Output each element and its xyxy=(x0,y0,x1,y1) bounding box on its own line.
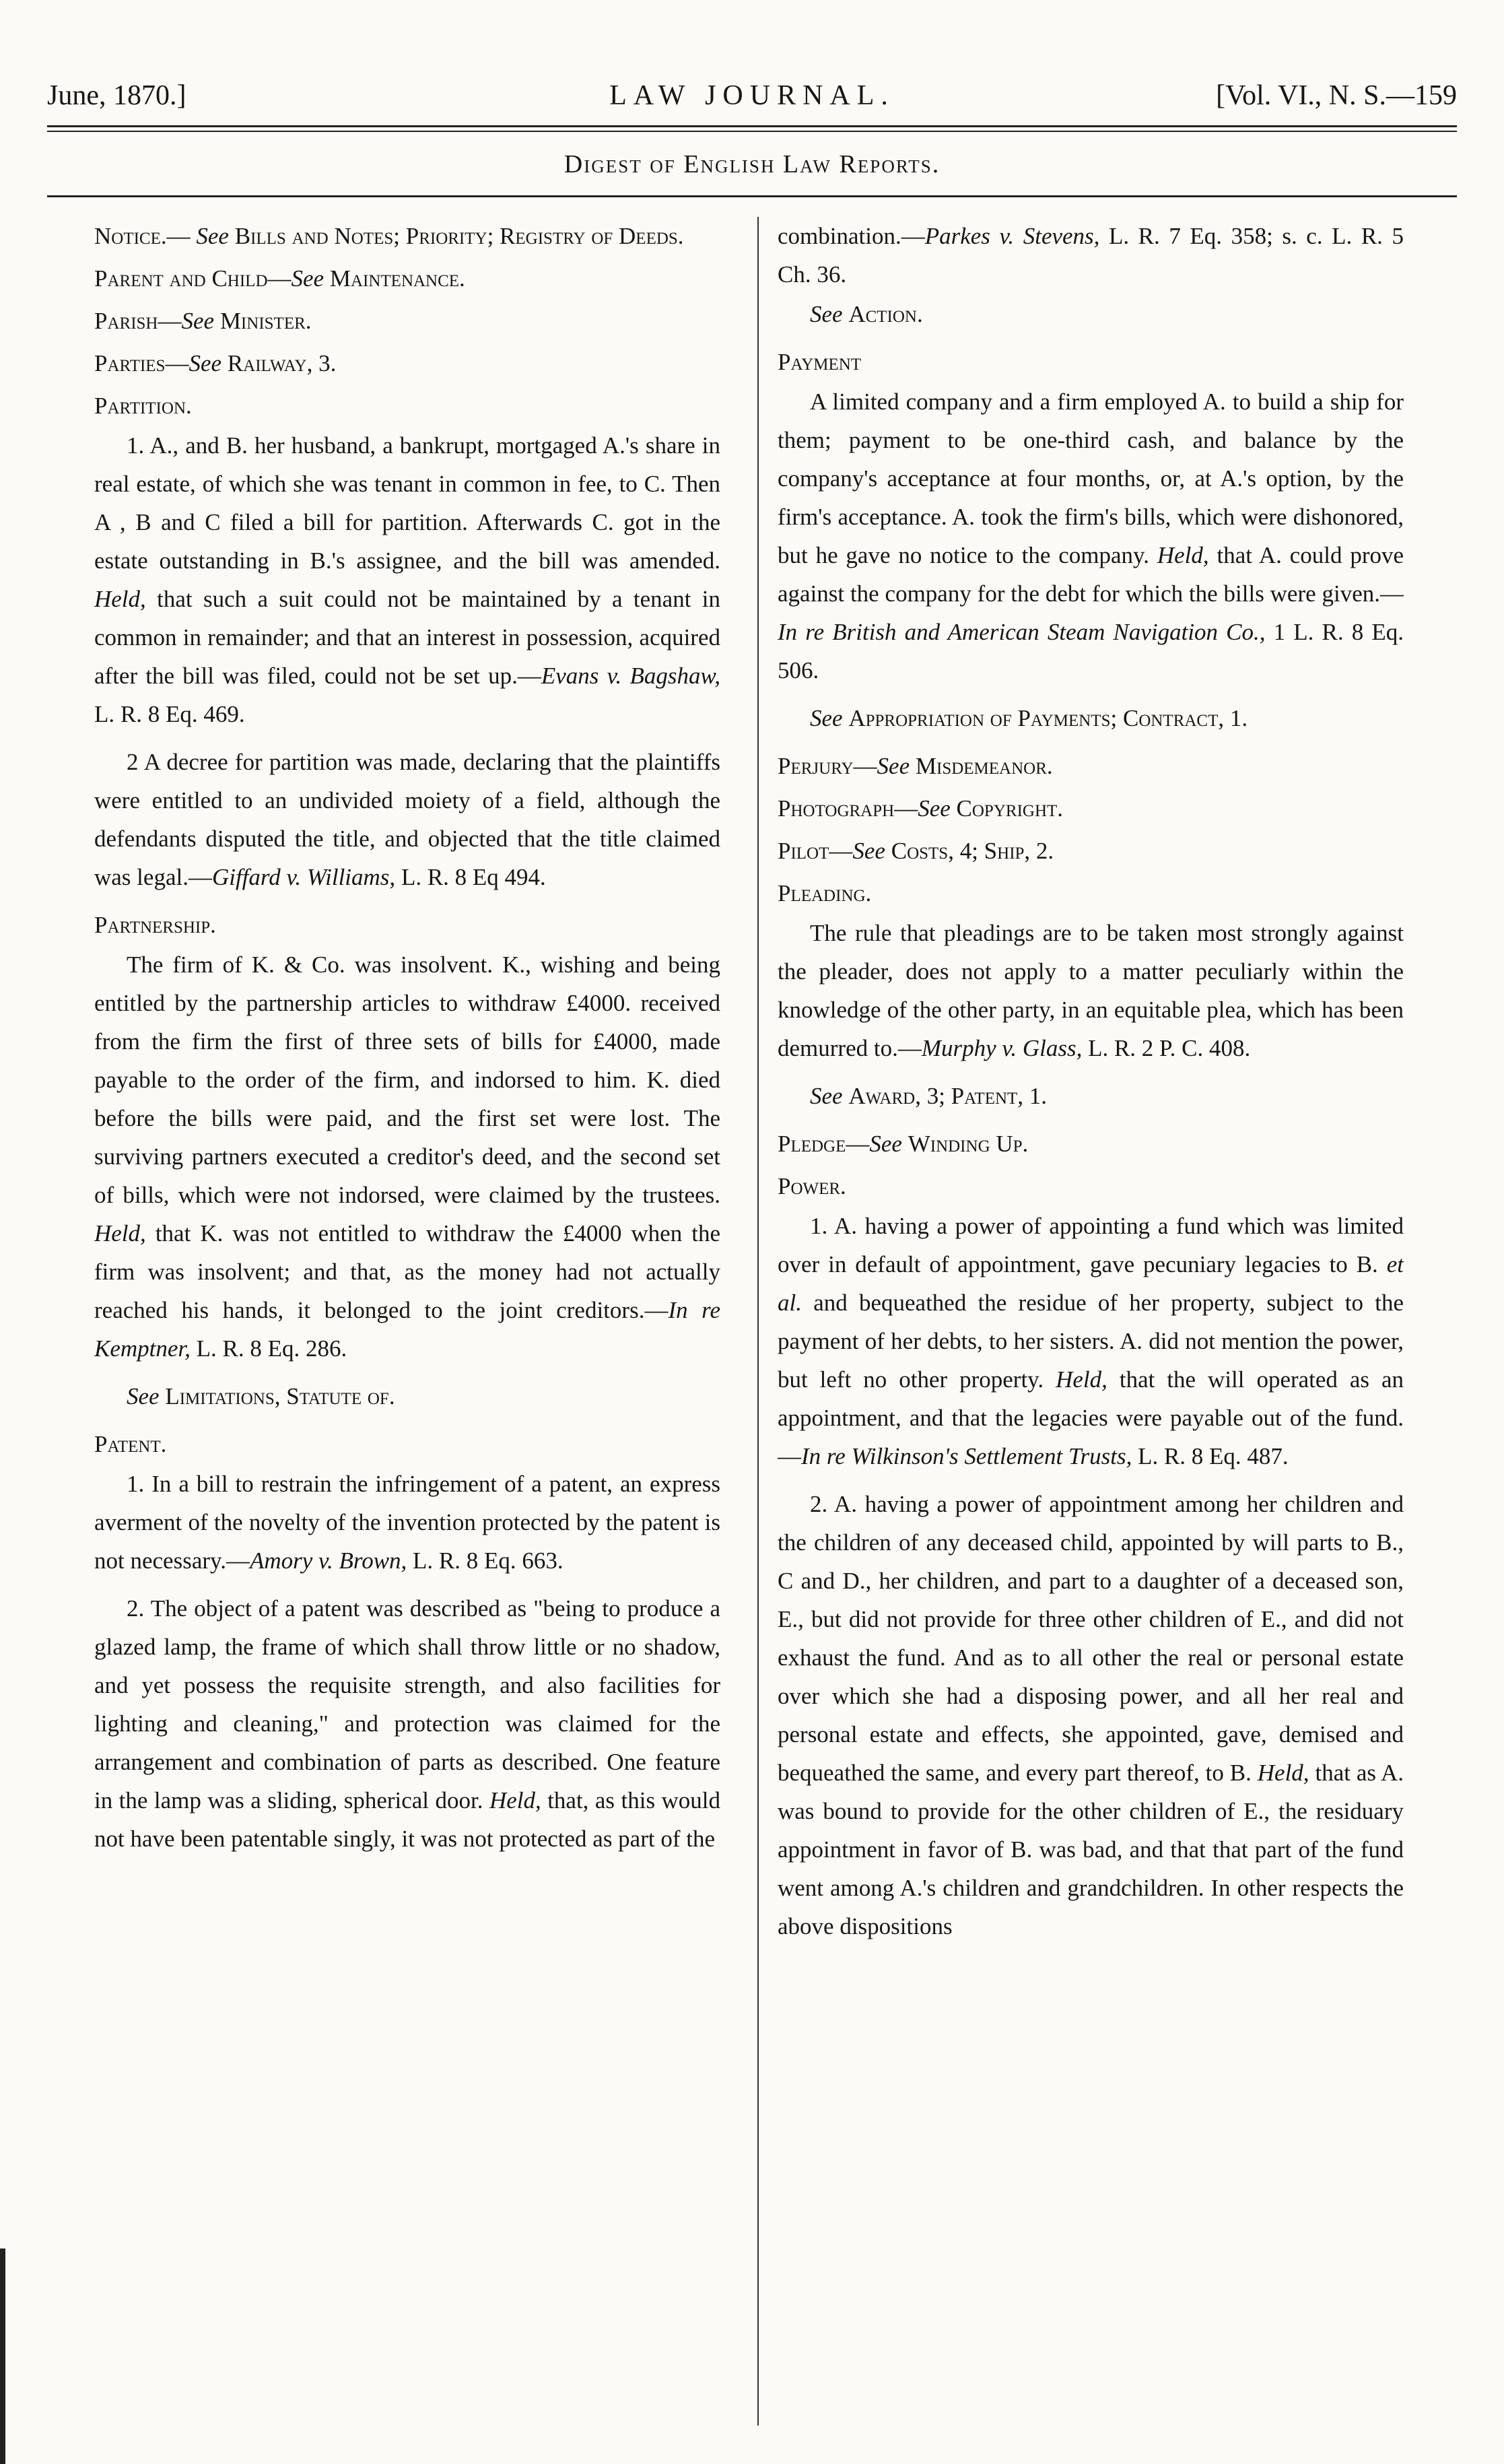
patent-case-2: 2. The object of a patent was described as "being to produce a glazed lamp, the frame of which shall throw little or no shadow, and yet possess the requisite strength, and also facilities for lighting and cleaning," and protection was claimed for the arrangement and combination of parts as described. One feature in the lamp was a sliding, spherical door. Held, that, as this would not have been patentable singly, it was not protected as part of the xyxy=(94,1595,720,1852)
page-binding-edge xyxy=(0,2249,5,2464)
payment-see-also: See Appropriation of Payments; Contract, 1. xyxy=(810,705,1248,731)
issue-date: June, 1870.] xyxy=(47,80,186,111)
patent-case-2-continued: combination.—Parkes v. Stevens, L. R. 7 Eq. 358; s. c. L. R. 5 Ch. 36. xyxy=(778,223,1404,288)
patent-see-also: See Action. xyxy=(810,301,923,327)
partnership-case: The firm of K. & Co. was insolvent. K., wishing and being entitled by the partnership articles to withdraw £4000. received from the firm the first of three sets of bills for £4000, made payable to the order of the firm, and indorsed to him. K. died before the bills were paid, and the first set were lost. The surviving partners executed a creditor's deed, and the second set of bills, which were not indorsed, were claimed by the trustees. Held, that K. was not entitled to withdraw the £4000 when the firm was insolvent; and that, as the money had not actually reached his hands, it belonged to the joint creditors.—In re Kemptner, L. R. 8 Eq. 286. xyxy=(94,952,720,1362)
patent-case-1: 1. In a bill to restrain the infringement of a patent, an express averment of the novelty of the invention protected by the patent is not necessary.—Amory v. Brown, L. R. 8 Eq. 663. xyxy=(94,1471,720,1574)
pleading-case: The rule that pleadings are to be taken most strongly against the pleader, does not apply to a matter peculiarly within the knowledge of the other party, in an equitable plea, which has been demurred to.—Murphy v. Glass, L. R. 2 P. C. 408. xyxy=(778,920,1404,1061)
running-head xyxy=(47,79,1457,120)
heading-payment: Payment xyxy=(778,349,862,375)
entry-pilot: Pilot—See Costs, 4; Ship, 2. xyxy=(778,838,1054,864)
entry-perjury: Perjury—See Misdemeanor. xyxy=(778,753,1053,779)
journal-title: LAW JOURNAL. xyxy=(609,80,895,111)
right-column xyxy=(778,217,1404,2405)
header-rule-thin xyxy=(47,131,1457,132)
entry-notice: Notice.— See Bills and Notes; Priority; Registry of Deeds. xyxy=(94,223,684,249)
entry-parish: Parish—See Minister. xyxy=(94,308,312,334)
volume-page: [Vol. VI., N. S.—159 xyxy=(1216,80,1457,111)
left-column xyxy=(94,217,720,2405)
power-case-2: 2. A. having a power of appointment among her children and the children of any deceased child, appointed by will parts to B., C and D., her children, and part to a daughter of a deceased son, E., but did not provide for three other children of E., and did not exhaust the fund. And as to all other the real or personal estate over which she had a disposing power, and all her real and personal estate and effects, she appointed, gave, demised and bequeathed the same, and every part thereof, to B. Held, that as A. was bound to provide for the other children of E., the residuary appointment in favor of B. was bad, and that that part of the fund went among A.'s children and grandchildren. In other respects the above dispositions xyxy=(778,1491,1404,1939)
partition-case-1: 1. A., and B. her husband, a bankrupt, mortgaged A.'s share in real estate, of which she was tenant in common in fee, to C. Then A , B and C filed a bill for partition. Afterwards C. got in the estate outstanding in B.'s assignee, and the bill was amended. Held, that such a suit could not be maintained by a tenant in common in remainder; and that an interest in possession, acquired after the bill was filed, could not be set up.—Evans v. Bagshaw, L. R. 8 Eq. 469. xyxy=(94,432,720,727)
heading-partnership: Partnership. xyxy=(94,912,216,938)
partnership-see-also: See Limitations, Statute of. xyxy=(127,1383,395,1409)
entry-photograph: Photograph—See Copyright. xyxy=(778,795,1064,822)
entry-parties: Parties—See Railway, 3. xyxy=(94,350,337,376)
header-rule xyxy=(47,125,1457,127)
partition-case-2: 2 A decree for partition was made, declaring that the plaintiffs were entitled to an undivided moiety of a field, although the defendants disputed the title, and objected that the title claimed was legal.—Giffard v. Williams, L. R. 8 Eq 494. xyxy=(94,749,720,890)
heading-pleading: Pleading. xyxy=(778,880,872,906)
section-rule xyxy=(47,195,1457,197)
heading-patent: Patent. xyxy=(94,1431,167,1457)
entry-parent-and-child: Parent and Child—See Maintenance. xyxy=(94,265,465,292)
payment-case: A limited company and a firm employed A. to build a ship for them; payment to be one-third cash, and balance by the company's acceptance at four months, or, at A.'s option, by the firm's acceptance. A. took the firm's bills, which were dishonored, but he gave no notice to the company. Held, that A. could prove against the company for the debt for which the bills were given.—In re British and American Steam Navigation Co., 1 L. R. 8 Eq. 506. xyxy=(778,389,1404,684)
section-title: Digest of English Law Reports. xyxy=(563,150,941,178)
column-divider xyxy=(757,217,759,2426)
pleading-see-also: See Award, 3; Patent, 1. xyxy=(810,1083,1048,1109)
heading-partition: Partition. xyxy=(94,393,192,419)
heading-power: Power. xyxy=(778,1173,846,1199)
entry-pledge: Pledge—See Winding Up. xyxy=(778,1131,1029,1157)
power-case-1: 1. A. having a power of appointing a fund which was limited over in default of appointment, gave pecuniary legacies to B. et al. and bequeathed the residue of her property, subject to the payment of her debts, to her sisters. A. did not mention the power, but left no other property. Held, that the will operated as an appointment, and that the legacies were payable out of the fund.—In re Wilkinson's Settlement Trusts, L. R. 8 Eq. 487. xyxy=(778,1213,1404,1469)
